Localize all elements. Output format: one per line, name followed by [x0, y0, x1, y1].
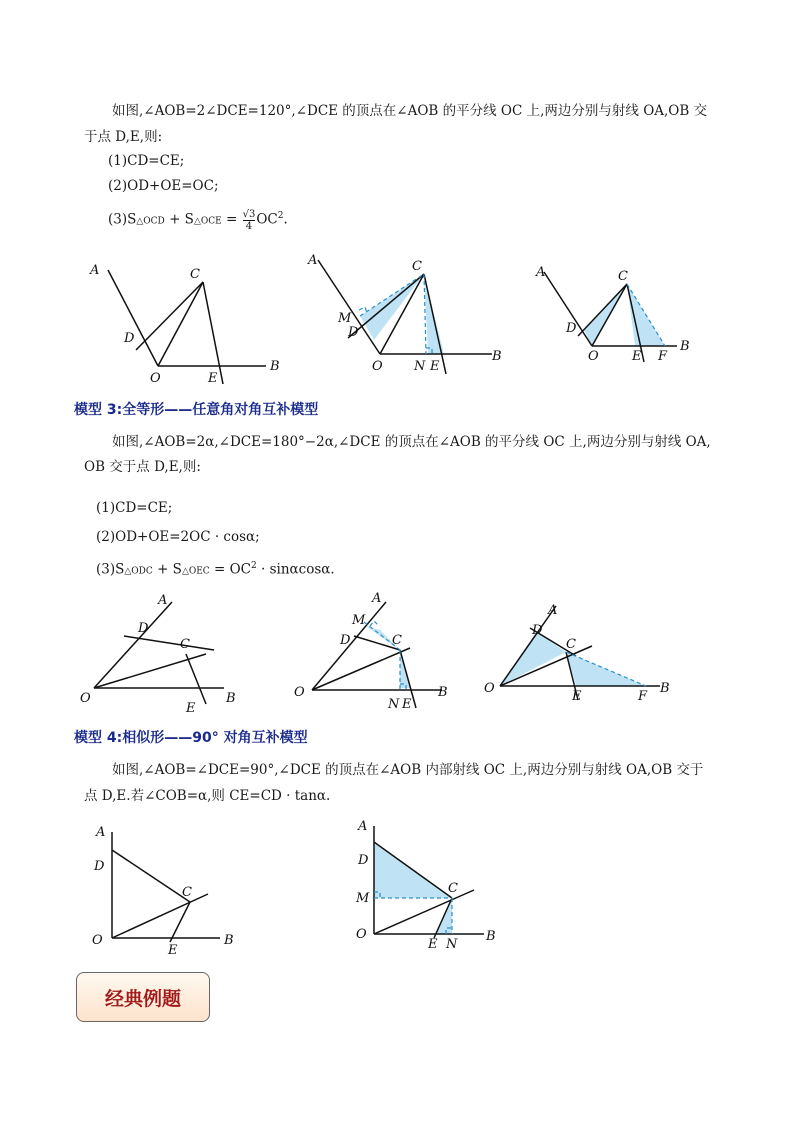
- m3c3-tail: · sinαcosα.: [256, 561, 335, 578]
- label-M: M: [352, 613, 366, 628]
- m3c3-plus: + S: [152, 561, 182, 578]
- label-O: O: [80, 691, 91, 706]
- label-O: O: [150, 371, 161, 386]
- model2-figure-3: [532, 262, 702, 372]
- label-D: D: [94, 859, 105, 874]
- m3c3-prefix: (3)S: [96, 561, 125, 578]
- label-A: A: [536, 265, 546, 280]
- c3-tail: OC: [256, 211, 278, 228]
- model2-conclusion-3: [108, 206, 288, 232]
- label-E: E: [402, 697, 412, 712]
- label-D: D: [124, 331, 135, 346]
- label-D: D: [340, 633, 351, 648]
- model3-intro-line2: OB 交于点 D,E,则:: [84, 459, 201, 475]
- label-C: C: [182, 885, 192, 900]
- label-B: B: [270, 359, 280, 374]
- label-B: B: [486, 929, 496, 944]
- model2-intro-line1: 如图,∠AOB=2∠DCE=120°,∠DCE 的顶点在∠AOB 的平分线 OC 上,两边分别与射线 OA,OB 交: [112, 103, 708, 119]
- model3-heading: 模型 3:全等形——任意角对角互补模型: [74, 402, 319, 418]
- c3-sup: 2: [277, 211, 284, 221]
- label-O: O: [372, 359, 383, 374]
- label-A: A: [308, 253, 318, 268]
- label-B: B: [680, 339, 690, 354]
- label-C: C: [190, 267, 200, 282]
- label-C: C: [618, 269, 628, 284]
- c3-eq: =: [221, 211, 242, 228]
- model3-figure-2: [290, 588, 470, 718]
- model4-intro-line1: 如图,∠AOB=∠DCE=90°,∠DCE 的顶点在∠AOB 内部射线 OC 上,两边分别与射线 OA,OB 交于: [112, 762, 704, 778]
- model2-figure-1: [86, 258, 286, 388]
- c3-sub1: △OCD: [136, 216, 165, 227]
- m3c3-sub1: △ODC: [124, 566, 153, 577]
- m3c3-sup: 2: [251, 561, 257, 571]
- frac-num: √3: [242, 208, 256, 220]
- c3-sub2: △OCE: [193, 216, 222, 227]
- classic-examples-badge: 经典例题: [76, 972, 210, 1022]
- label-A: A: [372, 591, 382, 606]
- model2-intro-line2: 于点 D,E,则:: [84, 129, 163, 145]
- model4-figure-1: [88, 820, 248, 960]
- label-M: M: [338, 311, 352, 326]
- label-N: N: [414, 359, 426, 374]
- label-B: B: [224, 933, 234, 948]
- model3-intro-line1: 如图,∠AOB=2α,∠DCE=180°−2α,∠DCE 的顶点在∠AOB 的平分线 OC 上,两边分别与射线 OA,: [112, 434, 711, 450]
- label-N: N: [388, 697, 400, 712]
- label-A: A: [158, 593, 168, 608]
- label-E: E: [208, 371, 218, 386]
- label-E: E: [428, 937, 438, 952]
- label-M: M: [356, 891, 370, 906]
- frac-den: 4: [245, 220, 253, 232]
- label-C: C: [412, 259, 422, 274]
- label-C: C: [448, 881, 458, 896]
- m3c3-sub2: △OEC: [181, 566, 210, 577]
- c3-fraction: [243, 209, 256, 232]
- label-C: C: [180, 637, 190, 652]
- label-F: F: [638, 689, 648, 704]
- label-E: E: [186, 701, 196, 716]
- label-A: A: [358, 819, 368, 834]
- model4-heading: 模型 4:相似形——90° 对角互补模型: [74, 730, 308, 746]
- m3c3-eq: = OC: [209, 561, 251, 578]
- label-F: F: [658, 349, 668, 364]
- label-D: D: [138, 621, 149, 636]
- label-O: O: [588, 349, 599, 364]
- label-O: O: [294, 685, 305, 700]
- model3-conclusion-3: [96, 556, 335, 582]
- label-A: A: [96, 825, 106, 840]
- label-D: D: [358, 853, 369, 868]
- label-B: B: [660, 681, 670, 696]
- model3-figure-3: [480, 600, 680, 710]
- label-B: B: [492, 349, 502, 364]
- label-C: C: [566, 637, 576, 652]
- label-A: A: [90, 263, 100, 278]
- c3-prefix: (3)S: [108, 211, 137, 228]
- label-N: N: [446, 937, 458, 952]
- label-B: B: [226, 691, 236, 706]
- c3-end: .: [283, 211, 288, 228]
- model4-intro-line2: 点 D,E.若∠COB=α,则 CE=CD · tanα.: [84, 788, 331, 804]
- model4-figure-2: [354, 814, 524, 954]
- label-O: O: [484, 681, 495, 696]
- model3-conclusion-2: (2)OD+OE=2OC · cosα;: [96, 529, 260, 545]
- model3-conclusion-1: (1)CD=CE;: [96, 500, 173, 516]
- label-O: O: [92, 933, 103, 948]
- label-E: E: [168, 943, 178, 958]
- model3-figure-1: [76, 590, 256, 720]
- model2-conclusion-2: (2)OD+OE=OC;: [108, 178, 219, 194]
- label-E: E: [632, 349, 642, 364]
- label-A: A: [548, 603, 558, 618]
- model2-conclusion-1: (1)CD=CE;: [108, 153, 185, 169]
- model2-figure-2: [304, 250, 514, 380]
- label-D: D: [532, 623, 543, 638]
- label-B: B: [438, 685, 448, 700]
- c3-plus: + S: [164, 211, 194, 228]
- label-E: E: [430, 359, 440, 374]
- label-O: O: [356, 927, 367, 942]
- label-C: C: [392, 633, 402, 648]
- label-E: E: [572, 689, 582, 704]
- label-D: D: [348, 325, 359, 340]
- label-D: D: [566, 321, 577, 336]
